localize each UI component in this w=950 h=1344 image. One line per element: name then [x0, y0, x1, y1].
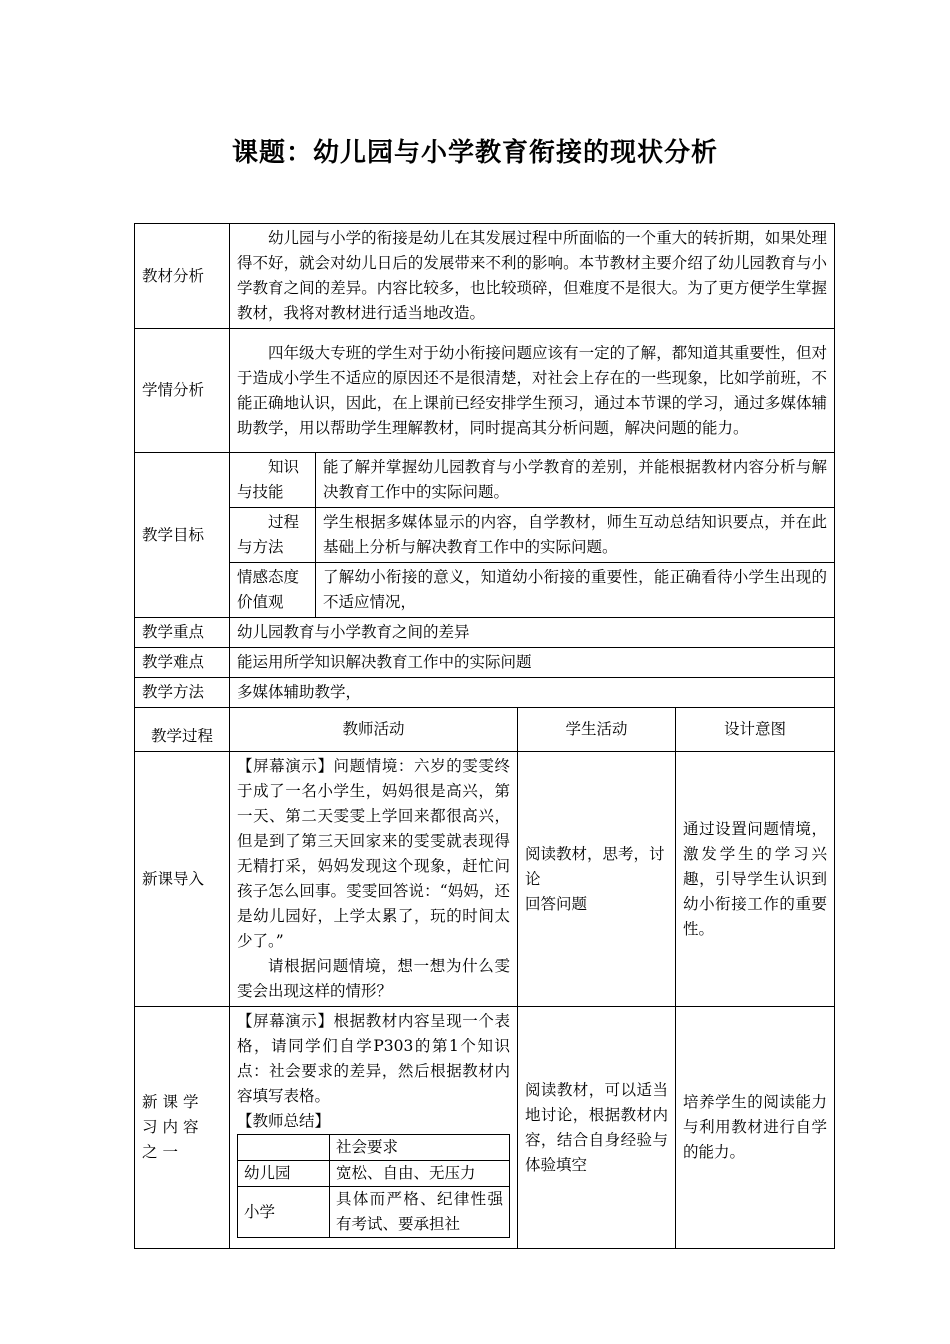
objectives-label: 教学目标: [135, 453, 230, 618]
objective-row: [135, 508, 835, 563]
key-point-label: 教学重点: [135, 618, 230, 648]
difficulty-label: 教学难点: [135, 648, 230, 678]
method-row: [135, 678, 835, 708]
student-analysis-label: 学情分析: [135, 329, 230, 453]
objective-text: 学生根据多媒体显示的内容，自学教材，师生互动总结知识要点，并在此基础上分析与解决教育工作中的实际问题。: [316, 508, 835, 563]
intro-student-text-2: 回答问题: [525, 894, 588, 913]
method-label: 教学方法: [135, 678, 230, 708]
process-header-row: [135, 708, 835, 752]
objective-row: [135, 453, 835, 508]
objective-name: 情感态度价值观: [230, 563, 316, 618]
page-title: 课题：幼儿园与小学教育衔接的现状分析: [231, 138, 718, 168]
process-label: 教学过程: [135, 708, 230, 752]
lesson1-design-text: 培养学生的阅读能力与利用教材进行自学的能力。: [676, 1007, 835, 1249]
intro-label: 新课导入: [135, 752, 230, 1007]
intro-design-text: 通过设置问题情境，激发学生的学习兴趣，引导学生认识到幼小衔接工作的重要性。: [676, 752, 835, 1007]
objective-text: 了解幼小衔接的意义，知道幼小衔接的重要性，能正确看待小学生出现的不适应情况，: [316, 563, 835, 618]
summary-row-name: 幼儿园: [238, 1161, 330, 1187]
student-activity-header: 学生活动: [518, 708, 676, 752]
lesson1-teacher-text: 【屏幕演示】根据教材内容呈现一个表格，请同学们自学P303的第1个知识点：社会要求的差异，然后根据教材内容填写表格。: [237, 1012, 510, 1105]
key-point-row: [135, 618, 835, 648]
method-text: 多媒体辅助教学，: [230, 678, 835, 708]
material-analysis-label: 教材分析: [135, 224, 230, 329]
summary-row-value: 宽松、自由、无压力: [330, 1161, 510, 1187]
summary-row-name: 小学: [238, 1187, 330, 1238]
objective-text: 能了解并掌握幼儿园教育与小学教育的差别，并能根据教材内容分析与解决教育工作中的实际问题。: [316, 453, 835, 508]
intro-teacher-text: 【屏幕演示】问题情境：六岁的雯雯终于成了一名小学生，妈妈很是高兴，第一天、第二天雯雯上学回来都很高兴，但是到了第三天回家来的雯雯就表现得无精打采，妈妈发现这个现象，赶忙问孩子怎么回事。雯雯回答说：“妈妈，还是幼儿园好，上学太累了，玩的时间太少了。”: [237, 757, 510, 950]
summary-row: [238, 1161, 510, 1187]
intro-student-text: 阅读教材，思考，讨论: [525, 844, 665, 888]
design-intent-header: 设计意图: [676, 708, 835, 752]
lesson1-summary-label: 【教师总结】: [237, 1112, 331, 1130]
summary-table: [237, 1134, 510, 1238]
difficulty-text: 能运用所学知识解决教育工作中的实际问题: [230, 648, 835, 678]
intro-row: [135, 752, 835, 1007]
teacher-activity-header: 教师活动: [230, 708, 518, 752]
summary-header: 社会要求: [330, 1135, 510, 1161]
material-analysis-row: [135, 224, 835, 329]
lesson1-label: 新课学习内容之一: [135, 1007, 230, 1249]
difficulty-row: [135, 648, 835, 678]
objective-name: 知识与技能: [230, 453, 316, 508]
lesson-plan-table: [134, 223, 835, 1249]
lesson1-row: [135, 1007, 835, 1249]
summary-row-value: 具体而严格、纪律性强有考试、要承担社: [330, 1187, 510, 1238]
student-analysis-text: 四年级大专班的学生对于幼小衔接问题应该有一定的了解，都知道其重要性，但对于造成小学生不适应的原因还不是很清楚，对社会上存在的一些现象，比如学前班，不能正确地认识，因此，在上课前已经安排学生预习，通过本节课的学习，通过多媒体辅助教学，用以帮助学生理解教材，同时提高其分析问题，解决问题的能力。: [230, 329, 835, 453]
summary-row: [238, 1187, 510, 1238]
summary-header-row: [238, 1135, 510, 1161]
student-analysis-row: [135, 329, 835, 453]
material-analysis-text: 幼儿园与小学的衔接是幼儿在其发展过程中所面临的一个重大的转折期，如果处理得不好，就会对幼儿日后的发展带来不利的影响。本节教材主要介绍了幼儿园教育与小学教育之间的差异。内容比较多，也比较琐碎，但难度不是很大。为了更方便学生掌握教材，我将对教材进行适当地改造。: [230, 224, 835, 329]
objective-name: 过程与方法: [230, 508, 316, 563]
intro-teacher-question: 请根据问题情境，想一想为什么雯雯会出现这样的情形？: [237, 957, 510, 1000]
objective-row: [135, 563, 835, 618]
key-point-text: 幼儿园教育与小学教育之间的差异: [230, 618, 835, 648]
lesson1-student-text: 阅读教材，可以适当地讨论，根据教材内容，结合自身经验与体验填空: [518, 1007, 676, 1249]
